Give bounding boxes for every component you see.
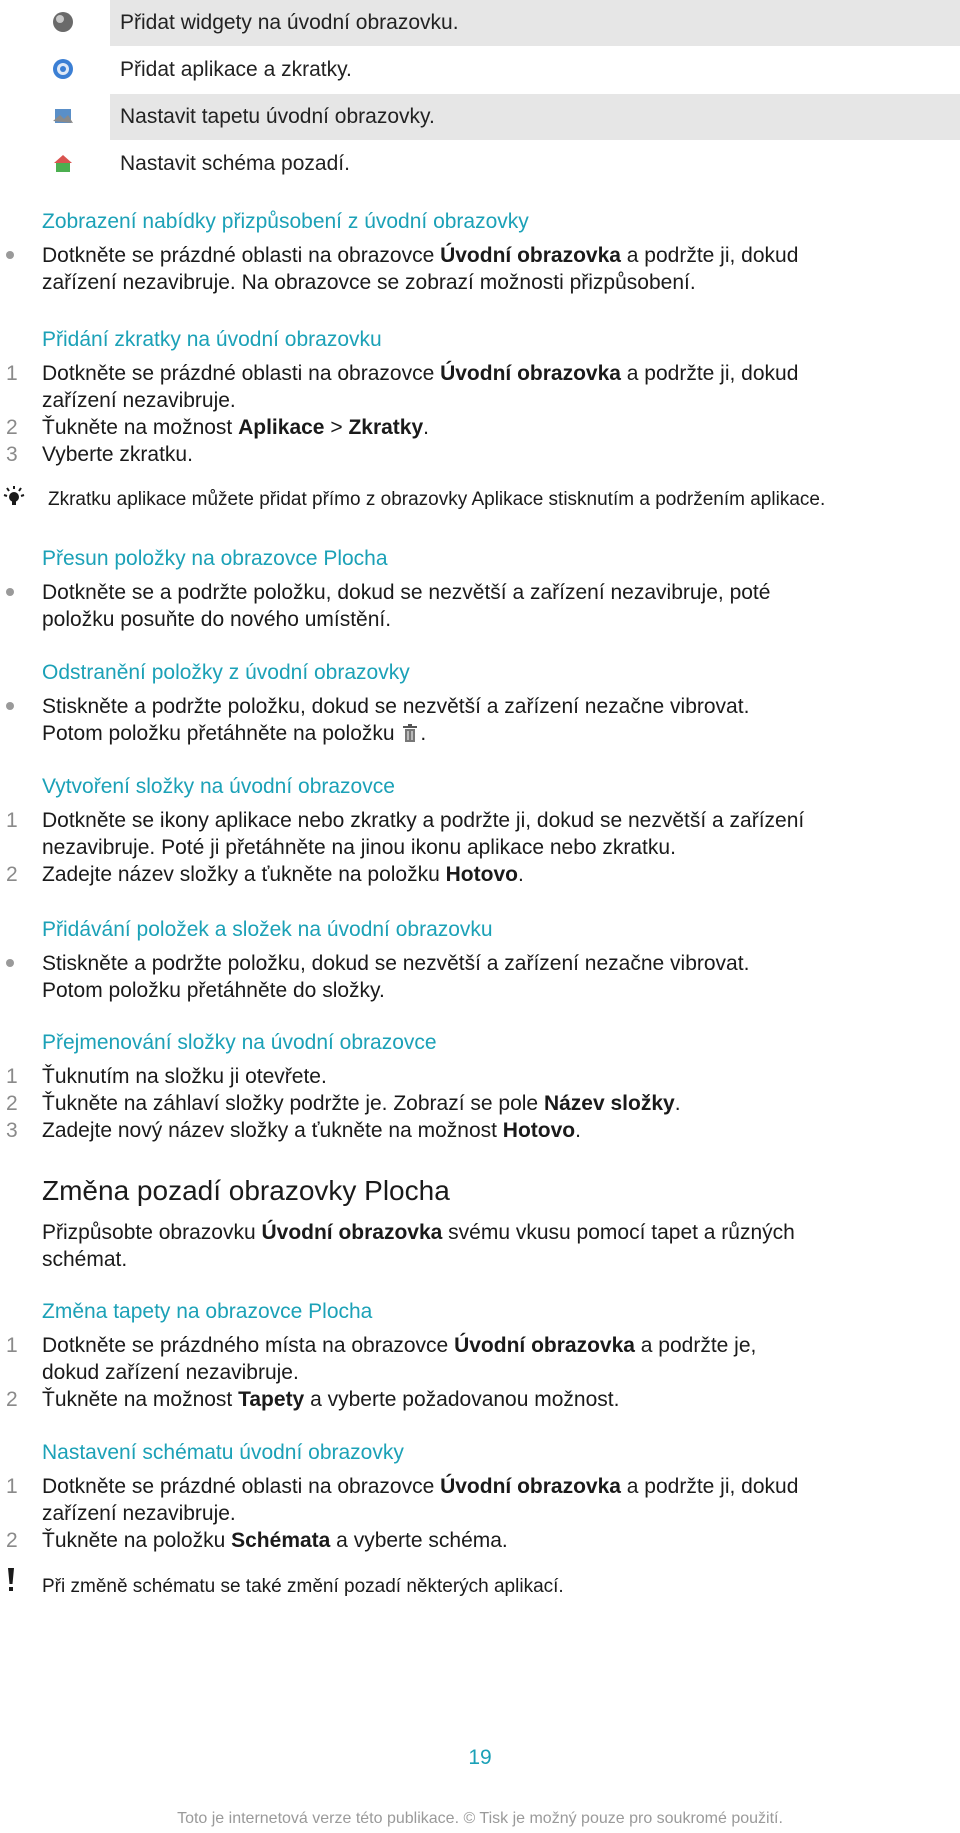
step-number: 2	[6, 416, 18, 439]
chapter-heading: Změna pozadí obrazovky Plocha	[42, 1175, 450, 1206]
step-number: 1	[6, 1334, 18, 1357]
step-line: Vyberte zkratku.	[42, 443, 193, 466]
section-heading: Vytvoření složky na úvodní obrazovce	[42, 775, 395, 798]
tip-lightbulb-icon	[2, 485, 26, 509]
step-number: 2	[6, 1092, 18, 1115]
step-number: 2	[6, 1388, 18, 1411]
icon-table-label: Nastavit schéma pozadí.	[120, 152, 350, 175]
footer-note: Toto je internetová verze této publikace. © Tisk je možný pouze pro soukromé použití.	[177, 1810, 783, 1827]
step-line: Ťukněte na záhlaví složky podržte je. Zobrazí se pole Název složky.	[42, 1092, 681, 1115]
bullet	[6, 251, 14, 259]
step-line: dokud zařízení nezavibruje.	[42, 1361, 299, 1384]
icon-table-label: Přidat aplikace a zkratky.	[120, 58, 352, 81]
paragraph-line: zařízení nezavibruje. Na obrazovce se zobrazí možnosti přizpůsobení.	[42, 271, 696, 294]
trash-icon	[402, 723, 418, 743]
section-heading: Nastavení schématu úvodní obrazovky	[42, 1441, 404, 1464]
step-number: 1	[6, 809, 18, 832]
step-number: 3	[6, 443, 18, 466]
section-heading: Zobrazení nabídky přizpůsobení z úvodní obrazovky	[42, 210, 529, 233]
step-line: nezavibruje. Poté ji přetáhněte na jinou ikonu aplikace nebo zkratku.	[42, 836, 676, 859]
step-number: 1	[6, 362, 18, 385]
step-line: Dotkněte se prázdné oblasti na obrazovce Úvodní obrazovka a podržte ji, dokud	[42, 362, 799, 385]
paragraph-line: položku posuňte do nového umístění.	[42, 608, 392, 631]
paragraph-line: Přizpůsobte obrazovku Úvodní obrazovka svému vkusu pomocí tapet a různých	[42, 1221, 795, 1244]
icon-table-label: Nastavit tapetu úvodní obrazovky.	[110, 94, 960, 140]
icon-table-row	[40, 141, 960, 187]
widget-globe-icon	[50, 9, 76, 35]
paragraph-line: Stiskněte a podržte položku, dokud se nezvětší a zařízení nezačne vibrovat.	[42, 695, 750, 718]
warning-exclamation-icon	[6, 1567, 16, 1593]
paragraph-line: schémat.	[42, 1248, 128, 1271]
paragraph-line: Stiskněte a podržte položku, dokud se nezvětší a zařízení nezačne vibrovat.	[42, 952, 750, 975]
page-number: 19	[468, 1746, 492, 1769]
bullet	[6, 588, 14, 596]
step-number: 1	[6, 1475, 18, 1498]
step-line: Zadejte nový název složky a ťukněte na možnost Hotovo.	[42, 1119, 581, 1142]
step-number: 2	[6, 863, 18, 886]
section-heading: Přejmenování složky na úvodní obrazovce	[42, 1031, 437, 1054]
step-number: 1	[6, 1065, 18, 1088]
section-heading: Přesun položky na obrazovce Plocha	[42, 547, 388, 570]
step-line: Ťukněte na položku Schémata a vyberte schéma.	[42, 1529, 508, 1552]
app-shortcut-icon	[50, 56, 76, 82]
section-heading: Přidání zkratky na úvodní obrazovku	[42, 328, 382, 351]
warning-text: Při změně schématu se také změní pozadí některých aplikací.	[42, 1576, 564, 1597]
wallpaper-hand-icon	[50, 103, 76, 129]
step-line: Zadejte název složky a ťukněte na položku Hotovo.	[42, 863, 524, 886]
step-line: Ťukněte na možnost Aplikace > Zkratky.	[42, 416, 429, 439]
paragraph-line: Potom položku přetáhněte na položku .	[42, 722, 427, 745]
step-number: 2	[6, 1529, 18, 1552]
icon-table-label: Přidat widgety na úvodní obrazovku.	[110, 0, 960, 46]
step-line: Ťukněte na možnost Tapety a vyberte požadovanou možnost.	[42, 1388, 620, 1411]
section-heading: Odstranění položky z úvodní obrazovky	[42, 661, 410, 684]
step-line: Dotkněte se ikony aplikace nebo zkratky a podržte ji, dokud se nezvětší a zařízení	[42, 809, 805, 832]
step-line: zařízení nezavibruje.	[42, 1502, 236, 1525]
bullet	[6, 702, 14, 710]
paragraph-line: Dotkněte se a podržte položku, dokud se nezvětší a zařízení nezavibruje, poté	[42, 581, 771, 604]
section-heading: Změna tapety na obrazovce Plocha	[42, 1300, 373, 1323]
step-line: zařízení nezavibruje.	[42, 389, 236, 412]
step-line: Dotkněte se prázdné oblasti na obrazovce Úvodní obrazovka a podržte ji, dokud	[42, 1475, 799, 1498]
icon-table-row	[40, 0, 960, 46]
section-heading: Přidávání položek a složek na úvodní obrazovku	[42, 918, 493, 941]
paragraph-line: Dotkněte se prázdné oblasti na obrazovce Úvodní obrazovka a podržte ji, dokud	[42, 244, 799, 267]
step-number: 3	[6, 1119, 18, 1142]
icon-table-row	[40, 47, 960, 93]
paragraph-line: Potom položku přetáhněte do složky.	[42, 979, 385, 1002]
bullet	[6, 959, 14, 967]
step-line: Ťuknutím na složku ji otevřete.	[42, 1065, 327, 1088]
step-line: Dotkněte se prázdného místa na obrazovce Úvodní obrazovka a podržte je,	[42, 1334, 757, 1357]
theme-house-icon	[50, 150, 76, 176]
icon-table-row	[40, 94, 960, 140]
tip-text: Zkratku aplikace můžete přidat přímo z obrazovky Aplikace stisknutím a podržením aplikace.	[48, 489, 826, 510]
